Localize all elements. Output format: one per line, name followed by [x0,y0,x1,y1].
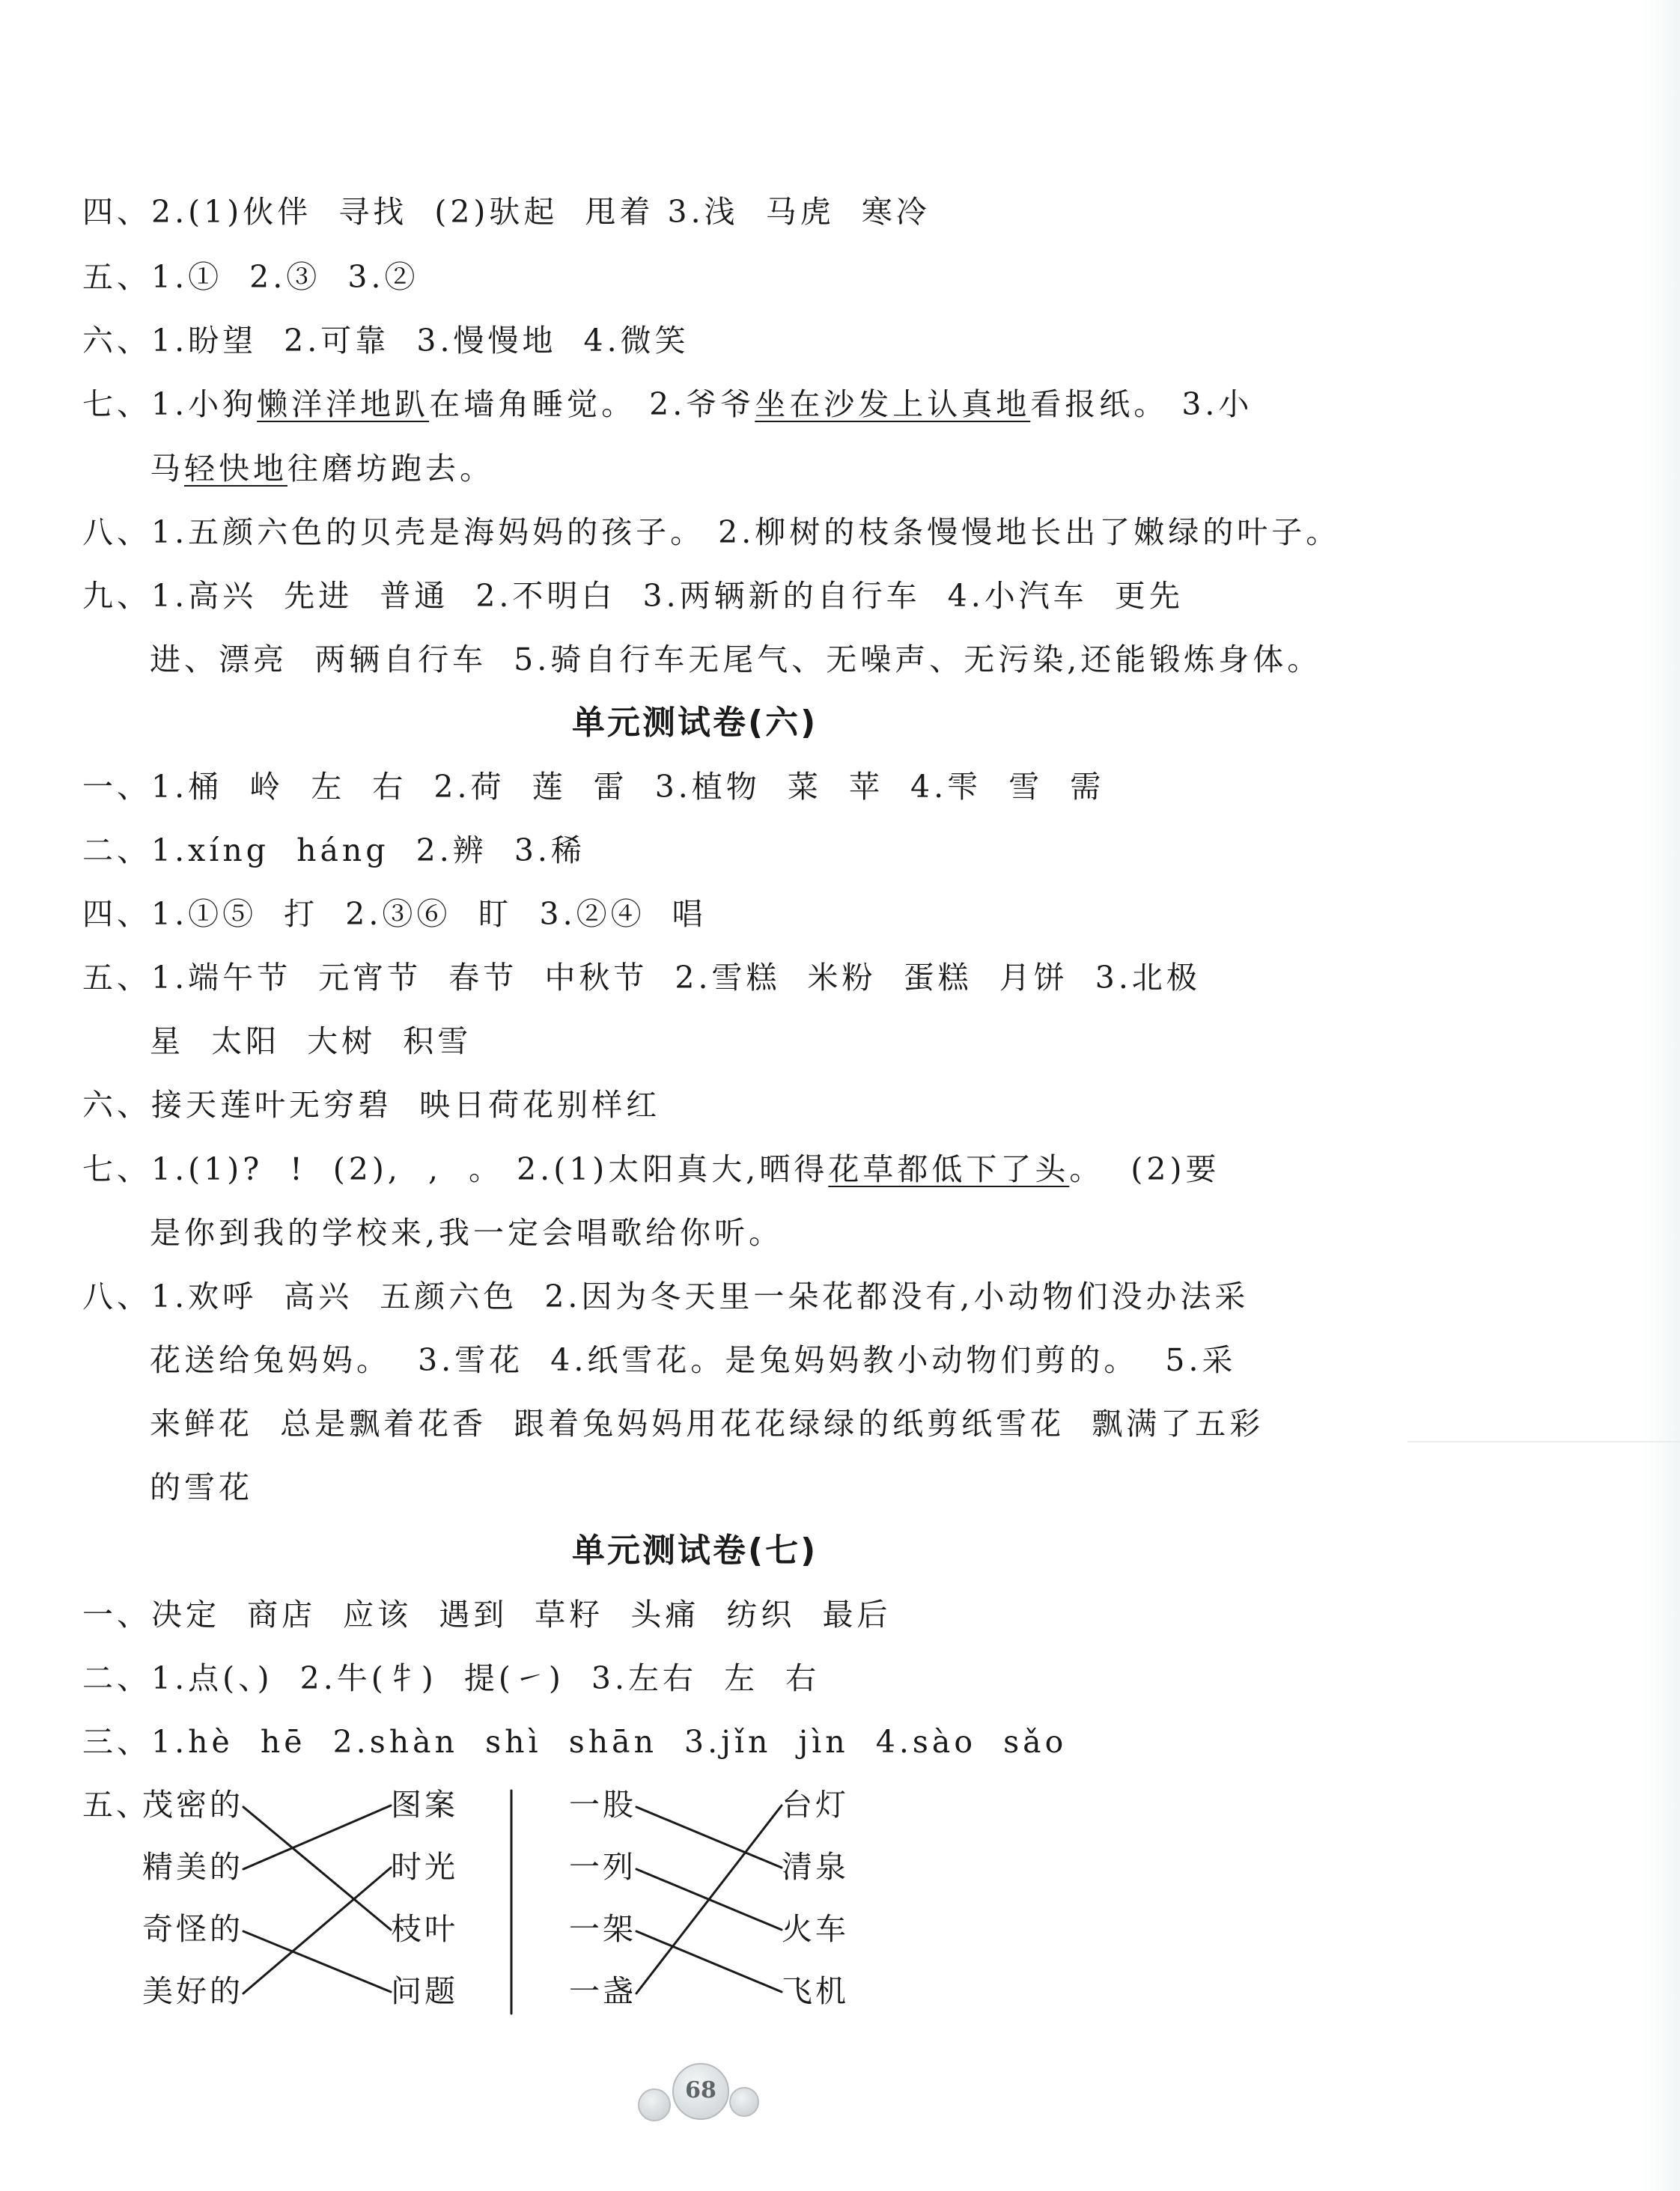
answer-line: 是你到我的学校来,我一定会唱歌给你听。 [150,1215,784,1251]
text-run: 七、1.(1)? ! (2), , 。 2.(1)太阳真大,晒得 [82,1151,829,1187]
match-right-word: 时光 [391,1849,458,1885]
answer-line: 五、1.① 2.③ 3.② [82,259,419,295]
text-run: 马 [150,451,184,487]
match-line [243,1805,391,1869]
page-fold-shadow [1643,0,1680,2191]
text-run: 在墙角睡觉。 2.爷爷 [429,386,755,422]
page-number: 68 [672,2063,729,2120]
match-line [243,1807,391,1930]
answer-line: 一、1.桶 岭 左 右 2.荷 莲 雷 3.植物 菜 苹 4.雫 雪 需 [82,769,1105,805]
answer-line: 一、决定 商店 应该 遇到 草籽 头痛 纺织 最后 [82,1597,892,1633]
underlined-text: 坐在沙发上认真地 [755,386,1031,422]
answer-line: 星 太阳 大树 积雪 [150,1023,472,1059]
answer-line: 六、接天莲叶无穷碧 映日荷花别样红 [82,1087,661,1123]
answer-line: 三、1.hè hē 2.shàn shì shān 3.jǐn jìn 4.sào sǎo [82,1724,1068,1760]
underlined-text: 懒洋洋地趴 [257,386,430,422]
answer-line: 八、1.欢呼 高兴 五颜六色 2.因为冬天里一朵花都没有,小动物们没办法采 [82,1279,1250,1314]
match-left-word: 奇怪的 [142,1911,243,1947]
answer-line: 四、1.①⑤ 打 2.③⑥ 盯 3.②④ 唱 [82,896,707,932]
decorative-bubble [638,2088,671,2121]
answer-line: 花送给兔妈妈。 3.雪花 4.纸雪花。是兔妈妈教小动物们剪的。 5.采 [150,1342,1237,1378]
answer-line: 九、1.高兴 先进 普通 2.不明白 3.两辆新的自行车 4.小汽车 更先 [82,578,1184,614]
match-left-word: 茂密的 [142,1787,243,1823]
answer-line: 六、1.盼望 2.可靠 3.慢慢地 4.微笑 [82,323,690,359]
answer-line: 四、2.(1)伙伴 寻找 (2)驮起 甩着 3.浅 马虎 寒冷 [82,194,931,230]
match-line [636,1805,782,1993]
match-left-word: 一股 [569,1787,636,1823]
underlined-text: 花草都低下了头 [828,1151,1070,1187]
answer-line: 八、1.五颜六色的贝壳是海妈妈的孩子。 2.柳树的枝条慢慢地长出了嫩绿的叶子。 [82,514,1341,550]
match-line [243,1868,391,1993]
answer-line: 来鲜花 总是飘着花香 跟着兔妈妈用花花绿绿的纸剪纸雪花 飘满了五彩 [150,1406,1264,1442]
match-right-word: 问题 [391,1973,458,2009]
match-right-word: 图案 [391,1787,458,1823]
decorative-bubble [729,2087,759,2117]
match-right-word: 清泉 [782,1849,849,1885]
match-line [636,1807,782,1868]
scan-artifact-line [1407,1441,1680,1442]
match-right-word: 台灯 [782,1787,849,1823]
match-left-word: 一列 [569,1849,636,1885]
answer-line: 二、1.xíng háng 2.辨 3.稀 [82,832,585,868]
match-left-word: 一架 [569,1911,636,1947]
unit-7-title: 单元测试卷(七) [572,1532,818,1570]
text-run: 看报纸。 3.小 [1030,386,1253,422]
match-line [243,1931,391,1992]
page-number-badge [633,2051,761,2133]
match-right-word: 枝叶 [391,1911,458,1947]
text-run: 七、1.小狗 [82,386,258,422]
match-left-word: 一盏 [569,1973,636,2009]
answer-line: 五、1.端午节 元宵节 春节 中秋节 2.雪糕 米粉 蛋糕 月饼 3.北极 [82,960,1201,996]
match-line [636,1931,782,1992]
answer-line: 进、漂亮 两辆自行车 5.骑自行车无尾气、无噪声、无污染,还能锻炼身体。 [150,642,1322,677]
match-left-word: 精美的 [142,1849,243,1885]
match-right-word: 飞机 [782,1973,849,2009]
text-run: 。 (2)要 [1069,1151,1220,1187]
text-run: 往磨坊跑去。 [287,451,494,487]
match-right-word: 火车 [782,1911,849,1947]
match-prefix: 五、 [82,1787,150,1823]
underlined-text: 轻快地 [184,451,287,487]
answer-line: 的雪花 [150,1469,253,1505]
unit-6-title: 单元测试卷(六) [572,704,818,742]
answer-line: 二、1.点(、) 2.牛(牜) 提(㇀) 3.左右 左 右 [82,1660,821,1696]
match-left-word: 美好的 [142,1973,243,2009]
